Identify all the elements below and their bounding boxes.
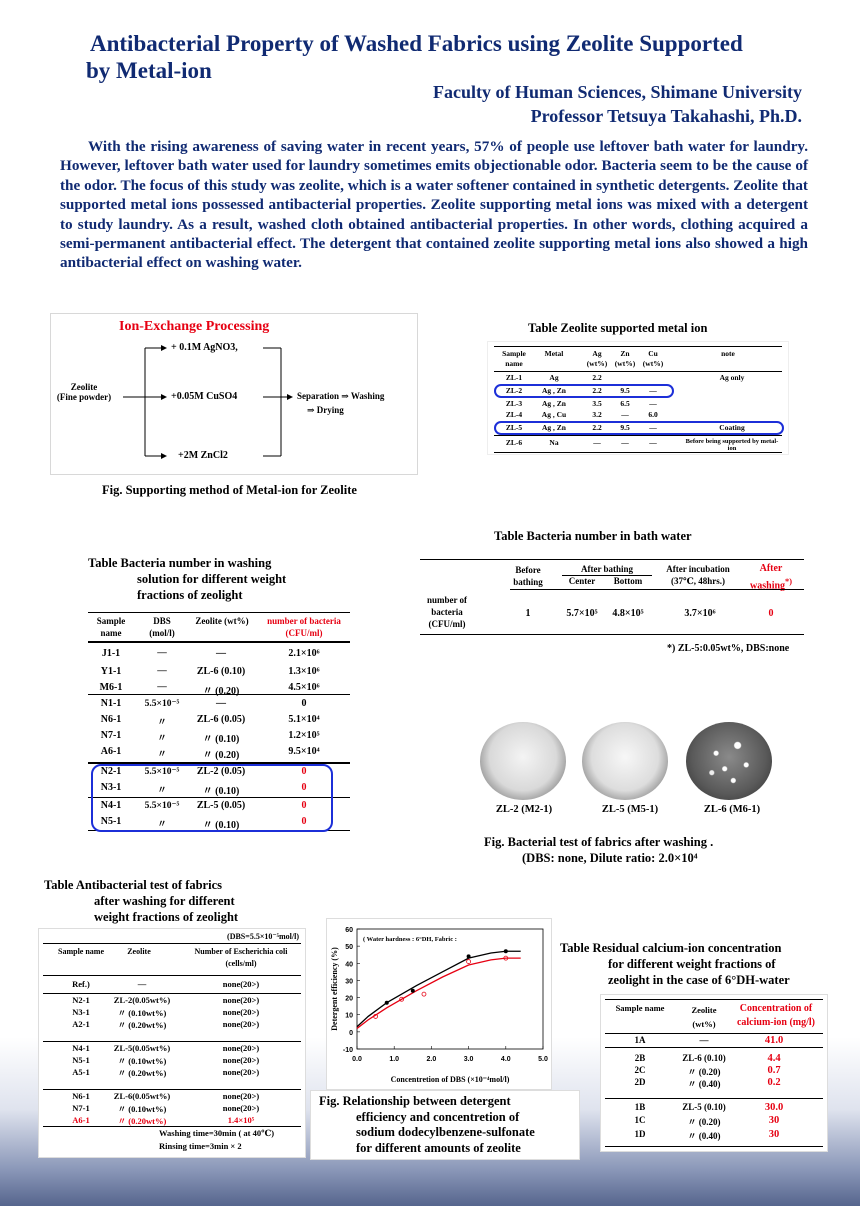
antibac-caption-3: weight fractions of zeolight [94,910,239,924]
wt-bacteria: 9.5×10⁴ [288,746,320,757]
ab-sample: A6-1 [72,1115,90,1125]
ab-zeolite: 〃 (0.10wt%) [117,1104,167,1114]
wt-bacteria: 0 [301,816,307,827]
plot-frame [357,929,543,1049]
petri-dish-zl2 [480,722,566,800]
y-tick-label: 20 [345,995,353,1003]
wt-dbs: — [157,666,167,676]
zt-top-rule [494,346,782,347]
ab-zeolite: ZL-5(0.05wt%) [113,1043,171,1053]
zt-cell: 6.5 [620,399,630,408]
zt-cell: — [593,438,601,447]
ab-result: none(20>) [222,979,260,989]
bt-h-before: Before bathing [513,565,543,587]
ct-zeolite: 〃 (0.40) [687,1131,721,1141]
ab-sample: A5-1 [72,1067,90,1077]
bt-h-star: *) [785,577,792,586]
bt-h-bottom: Bottom [613,576,643,586]
data-point-black [411,989,415,993]
wt-h-sample: Sample name [96,616,126,638]
ab-h-number: Number of Escherichia coli [194,947,288,956]
wt-dbs: 5.5×10⁻⁵ [144,767,180,777]
wt-dbs: 〃 [157,750,167,760]
ab-dbs: (DBS=5.5×10⁻⁵mol/l) [227,932,299,941]
zt-h-ag: Ag (wt%) [586,349,608,368]
calcium-caption-2: for different weight fractions of [608,957,776,971]
zeolite-sub: (Fine powder) [56,392,112,402]
separation-2: ⇒ Drying [307,405,344,415]
abstract: With the rising awareness of saving water in recent years, 57% of people use leftover bath water for laundry. However, leftover bath water used for laundry sometimes emits objectionable odor. Bacteria seem to be the cause of the odor. The focus of this study was zeolite, which is a water softener contained in synthetic detergents. Zeolite that supported metal ions possessed antibacterial properties. Zeolite supporting metal ions was mixed with a detergent to study laundry. As a result, washed cloth obtained antibacterial properties. In other words, clothing acquired a semi-permanent antibacterial effect. The detergent that contained zeolite supporting metal ions also showed a high antibacterial effect on washing water. [60,138,808,272]
zt-cell: Na [549,438,559,447]
ct-zeolite: — [699,1035,709,1045]
zt-head-rule [494,371,782,372]
antibac-caption-2: after washing for different [94,894,235,908]
petri-dish-zl5 [582,722,668,800]
wt-dbs: 〃 [157,820,167,830]
zt-highlight-zl2 [494,384,674,398]
photo-label-1: ZL-2 (M2-1) [495,804,553,815]
wt-sample: Y1-1 [100,666,122,677]
antibac-table-caption [44,877,238,925]
antibac-table [38,928,306,1158]
title-line-2: by Metal-ion [86,58,212,83]
zt-h-zn: Zn (wt%) [614,349,636,368]
photo-caption-1: Fig. Bacterial test of fabrics after washing . [484,835,714,849]
photo-label-2: ZL-5 (M5-1) [601,804,659,815]
detergency-chart [327,919,551,1089]
wt-dbs: 〃 [157,734,167,744]
ion-exchange-caption: Fig. Supporting method of Metal-ion for Zeolite [102,483,357,497]
bt-v-wash: 0 [768,608,774,619]
ab-zeolite: 〃 (0.20wt%) [117,1020,167,1030]
ct-h-conc: Concentration of calcium-ion (mg/l) [736,1003,816,1028]
data-point-red [467,960,471,964]
data-point-black [504,949,508,953]
wt-bacteria: 1.2×10⁵ [288,730,320,741]
wash-caption-2: solution for different weight [137,572,287,586]
y-tick-label: 10 [345,1012,353,1020]
ab-result: none(20>) [222,1007,260,1017]
zeolite-text: Zeolite [70,382,98,392]
petri-dish-zl6 [686,722,772,800]
zt-cell: Ag only [719,373,745,382]
ab-zeolite: 〃 (0.10wt%) [117,1056,167,1066]
ab-note-2: Rinsing time=3min × 2 [159,1141,242,1151]
wt-bacteria: 0 [301,782,307,793]
zt-h-cu: Cu (wt%) [642,349,664,368]
ion-exchange-diagram [50,313,418,475]
zeolite-table-caption: Table Zeolite supported metal ion [528,321,708,335]
bt-h-center: Center [568,576,596,586]
branch-1: + 0.1M AgNO3, [171,342,238,353]
ct-h-sample: Sample name [615,1003,665,1013]
zt-highlight-zl5 [494,421,784,435]
zt-cell: ZL-5 [505,423,523,432]
zt-cell: ZL-3 [505,399,523,408]
bt-v-bottom: 4.8×10⁵ [612,608,644,619]
ct-conc: 30.0 [764,1102,784,1113]
ab-zeolite: 〃 (0.20wt%) [117,1116,167,1126]
data-point-black [385,1001,389,1005]
bt-h-incub: After incubation [666,564,730,574]
zt-cell: ZL-6 [505,438,523,447]
wt-bacteria: 5.1×10⁴ [288,714,320,725]
affiliation-block [360,80,802,128]
chart-caption-2: efficiency and concentretion of [356,1109,520,1124]
antibac-caption-1: Table Antibacterial test of fabrics [44,878,222,892]
wt-zeolite: 〃 (0.10) [202,734,240,745]
photo-caption-2: (DBS: none, Dilute ratio: 2.0×10⁴ [522,851,698,865]
y-tick-label: 0 [349,1029,353,1037]
ab-zeolite: 〃 (0.10wt%) [117,1008,167,1018]
wash-caption-1: Table Bacteria number in washing [88,556,272,570]
wt-bacteria: 1.3×10⁶ [288,666,320,677]
wt-dbs: 5.5×10⁻⁵ [144,801,180,811]
zt-cell: ZL-1 [505,373,523,382]
ct-head-rule [605,1033,823,1034]
ct-h-zeolite: Zeolite (wt%) [691,1005,717,1029]
ab-result: none(20>) [222,1091,260,1101]
wt-zeolite: 〃 (0.10) [202,820,240,831]
zt-cell: Ag , Zn [542,423,566,432]
bt-h-after-wash-text: After washing [750,563,786,592]
wt-dbs: 〃 [157,786,167,796]
separation-1: Separation ⇒ Washing [297,391,385,401]
ab-top-rule [43,943,301,944]
ab-rule-3 [43,1089,301,1090]
ct-conc: 4.4 [767,1053,781,1064]
wash-caption-3: fractions of zeolight [137,588,243,602]
ab-sample: N2-1 [72,995,90,1005]
wt-rule-1 [88,694,350,695]
bath-table-caption: Table Bacteria number in bath water [494,529,692,543]
ion-exchange-title: Ion-Exchange Processing [119,319,270,334]
ct-zeolite: 〃 (0.20) [687,1067,721,1077]
bt-bottom-rule [420,634,804,635]
y-tick-label: 40 [345,961,353,969]
ab-sample: N4-1 [72,1043,90,1053]
affiliation: Faculty of Human Sciences, Shimane University [433,82,802,102]
zt-cell: Ag [549,373,559,382]
zt-cell: 2.2 [592,423,602,432]
ct-zeolite: ZL-6 (0.10) [682,1053,726,1063]
ct-sample: 2D [634,1077,646,1087]
x-axis-label: Concentretion of DBS (×10⁻⁴mol/l) [390,1075,510,1084]
wt-bacteria: 0 [301,766,307,777]
ab-head-rule [43,975,301,976]
wt-sample: J1-1 [101,648,121,659]
author: Professor Tetsuya Takahashi, Ph.D. [530,106,802,126]
calcium-caption-1: Table Residual calcium-ion concentration [560,941,782,955]
bath-footnote: *) ZL-5:0.05wt%, DBS:none [667,643,790,654]
chart-caption-1: Fig. Relationship between detergent [319,1094,511,1108]
ab-zeolite: 〃 (0.20wt%) [117,1068,167,1078]
zt-h-note: note [721,349,735,358]
wt-sample: N1-1 [100,698,122,709]
ab-sample: N7-1 [72,1103,90,1113]
ct-zeolite: 〃 (0.20) [687,1117,721,1127]
bt-top-rule [420,559,804,560]
ab-result: none(20>) [222,1067,260,1077]
ab-sample: N6-1 [72,1091,90,1101]
chart-caption-box [310,1090,580,1160]
poster-title [86,30,810,84]
zt-cell: Ag , Zn [542,386,566,395]
series-line-black [357,951,521,1026]
wt-h-dbs: DBS (mol/l) [149,616,175,638]
x-tick-label: 4.0 [500,1056,511,1063]
ct-zeolite: ZL-5 (0.10) [682,1102,726,1112]
ab-zeolite: — [137,979,147,989]
y-tick-label: 60 [345,927,353,934]
wash-table-caption [88,555,286,603]
ab-sample: N5-1 [72,1055,90,1065]
ab-result: 1.4×10⁵ [227,1115,255,1125]
x-tick-label: 1.0 [389,1056,400,1063]
zt-cell: 3.2 [592,410,602,419]
wt-zeolite: 〃 (0.10) [202,786,240,797]
zt-cell: — [621,438,629,447]
ab-zeolite: ZL-6(0.05wt%) [113,1091,171,1101]
ct-conc: 30 [768,1129,780,1140]
series-line-red [357,958,521,1028]
photo-label-3: ZL-6 (M6-1) [703,804,761,815]
wt-zeolite: — [216,698,226,709]
branch-2-head [161,394,167,400]
wt-dbs: 〃 [157,718,167,728]
wt-bacteria: 2.1×10⁶ [288,648,320,659]
wt-head-rule [88,641,350,643]
wt-zeolite: ZL-2 (0.05) [196,766,246,777]
photo-caption [484,834,713,866]
zt-cell: 6.0 [648,410,658,419]
x-tick-label: 3.0 [463,1056,474,1063]
y-axis-label: Detergent efficiency (%) [330,947,339,1031]
ct-conc: 0.7 [767,1065,781,1076]
wt-sample: A6-1 [100,746,122,757]
ab-result: none(20>) [222,1103,260,1113]
ct-rule-1 [605,1047,823,1048]
data-point-black [467,954,471,958]
chart-caption [319,1094,535,1156]
zt-cell: — [649,399,657,408]
ab-result: none(20>) [222,995,260,1005]
zt-h-sample: Sample name [502,349,526,368]
title-line-1: Antibacterial Property of Washed Fabrics using Zeolite Supported [90,31,743,56]
ab-bottom-rule [43,1126,301,1127]
zt-cell: — [621,410,629,419]
ct-sample: 2C [634,1065,646,1075]
ab-result: none(20>) [222,1019,260,1029]
wt-dbs: — [157,648,167,658]
ct-sample: 1D [634,1129,646,1139]
ab-note-1: Washing time=30min ( at 40℃) [159,1128,275,1138]
y-tick-label: 30 [345,978,353,986]
ct-conc: 30 [768,1115,780,1126]
zt-cell: — [649,386,657,395]
zt-mid-rule [494,435,782,436]
x-tick-label: 5.0 [538,1056,548,1063]
branch-3-head [161,453,167,459]
wt-sample: N6-1 [100,714,122,725]
ct-conc: 0.2 [767,1077,781,1088]
bt-v-before: 1 [525,608,531,619]
wt-highlight [91,764,333,832]
bt-h-after-wash [746,562,796,592]
zt-cell: 2.2 [592,386,602,395]
ab-result: none(20>) [222,1043,260,1053]
chart-caption-3: sodium dodecylbenzene-sulfonate [356,1125,535,1139]
bt-row-label: number of bacteria (CFU/ml) [426,595,468,629]
wt-bacteria: 0 [301,698,307,709]
calcium-table-caption [560,940,790,988]
ab-result: none(20>) [222,1055,260,1065]
wt-bacteria: 0 [301,800,307,811]
ct-sample: 1C [634,1115,646,1125]
zt-cell: Coating [719,423,745,432]
zt-cell: Ag , Cu [541,410,567,419]
chart-annotation: ( Water hardness : 6°DH, Fabric : [363,936,457,943]
wt-sample: N5-1 [100,816,122,827]
ct-top-rule [605,999,823,1000]
ab-h-sample: Sample name [58,947,104,956]
zt-cell: — [649,438,657,447]
x-tick-label: 2.0 [426,1056,437,1063]
ab-sample: Ref.) [72,979,90,989]
ct-rule-2 [605,1098,823,1099]
bt-v-incub: 3.7×10⁶ [684,608,716,619]
ab-sample: A2-1 [72,1019,90,1029]
ct-bottom-rule [605,1146,823,1147]
zt-h-metal: Metal [544,349,564,358]
ab-h-zeolite: Zeolite [127,947,151,956]
wt-zeolite: — [216,648,226,659]
ct-conc: 41.0 [764,1035,784,1046]
branch-3: +2M ZnCl2 [178,450,228,461]
zt-cell: ZL-4 [505,410,523,419]
zt-cell: 9.5 [620,423,630,432]
wt-h-zeolite: Zeolite (wt%) [195,616,249,626]
wt-zeolite: 〃 (0.20) [202,686,240,697]
zt-cell: Before being supported by metal-ion [685,438,779,452]
zt-cell: ZL-2 [505,386,523,395]
detergency-chart-frame [326,918,552,1090]
zt-cell: 3.5 [592,399,602,408]
zeolite-table [487,341,789,455]
wt-sample: N3-1 [100,782,122,793]
bt-v-center: 5.7×10⁵ [566,608,598,619]
arrow-out-head [287,394,293,400]
ab-zeolite: ZL-2(0.05wt%) [113,995,171,1005]
ct-zeolite: 〃 (0.40) [687,1079,721,1089]
zt-cell: Ag , Zn [542,399,566,408]
zt-cell: — [649,423,657,432]
wash-table [88,610,350,834]
wt-sample: M6-1 [99,682,123,693]
ct-sample: 1A [634,1035,646,1045]
wt-zeolite: ZL-6 (0.05) [196,714,246,725]
wt-top-rule [88,612,350,613]
wt-dbs: 5.5×10⁻⁵ [144,699,180,709]
bath-table [420,556,804,636]
ab-h-unit: (cells/ml) [225,959,257,968]
bt-head-rule [510,589,804,590]
x-tick-label: 0.0 [352,1056,362,1063]
wt-zeolite: ZL-6 (0.10) [196,666,246,677]
wt-dbs: — [157,682,167,692]
ab-sample: N3-1 [72,1007,90,1017]
wt-sample: N7-1 [100,730,122,741]
ab-rule-1 [43,993,301,994]
wt-sample: N2-1 [100,766,122,777]
zt-cell: 2.2 [592,373,602,382]
wt-bacteria: 4.5×10⁶ [288,682,320,693]
ct-sample: 1B [634,1102,646,1112]
wt-zeolite: 〃 (0.20) [202,750,240,761]
bt-h-after-bathing: After bathing [580,564,634,574]
wt-h-bacteria: number of bacteria (CFU/ml) [267,616,341,638]
ab-rule-2 [43,1041,301,1042]
y-tick-label: -10 [342,1047,353,1054]
zt-bottom-rule [494,452,782,453]
bt-h-incub-sub: (37℃, 48hrs.) [670,576,726,586]
y-tick-label: 50 [345,944,353,952]
photo-strip [472,720,782,802]
wt-sample: N4-1 [100,800,122,811]
zt-cell: 9.5 [620,386,630,395]
branch-2: +0.05M CuSO4 [171,391,238,402]
data-point-red [422,992,426,996]
calcium-table [600,994,828,1152]
ct-sample: 2B [634,1053,646,1063]
calcium-caption-3: zeolight in the case of 6°DH-water [608,973,790,987]
wt-zeolite: ZL-5 (0.05) [196,800,246,811]
branch-1-head [161,345,167,351]
chart-caption-4: for different amounts of zeolite [356,1140,521,1155]
